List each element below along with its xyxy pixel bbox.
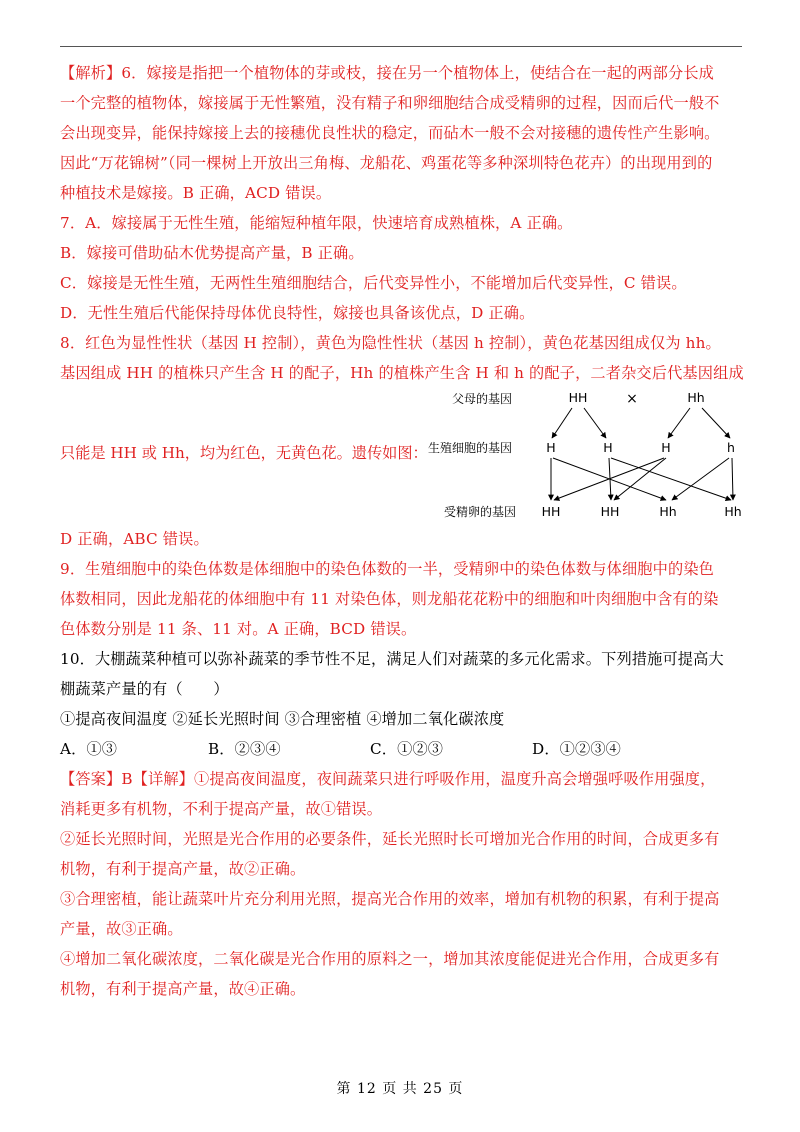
analysis-line: 9．生殖细胞中的染色体数是体细胞中的染色体数的一半，受精卵中的染色体数与体细胞中的染色: [60, 560, 714, 578]
offspring-genotype: HH: [541, 504, 561, 519]
question-stem-line: 棚蔬菜产量的有（ ）: [60, 680, 229, 698]
question-options: [60, 734, 746, 764]
answer-line: 产量，故③正确。: [60, 920, 183, 938]
analysis-line: 基因组成 HH 的植株只产生含 H 的配子，Hh 的植株产生含 H 和 h 的配子，二者杂交后代基因组成: [60, 364, 744, 382]
answer-line: 【答案】B【详解】①提高夜间温度，夜间蔬菜只进行呼吸作用，温度升高会增强呼吸作用强度，: [60, 770, 716, 788]
option-a: A．①③: [60, 740, 118, 758]
analysis-line: D 正确，ABC 错误。: [60, 530, 209, 548]
offspring-genotype: Hh: [724, 504, 742, 519]
analysis-line: C．嫁接是无性生殖，无两性生殖细胞结合，后代变异性小，不能增加后代变异性，C 错误。: [60, 274, 687, 292]
answer-line: 机物，有利于提高产量，故②正确。: [60, 860, 306, 878]
parent-genotype: HH: [568, 390, 588, 405]
gamete-offspring-arrows: [551, 458, 733, 500]
analysis-line: B．嫁接可借助砧木优势提高产量，B 正确。: [60, 244, 364, 262]
option-d: D．①②③④: [532, 740, 622, 758]
page-footer: 第 12 页 共 25 页: [336, 1081, 464, 1097]
parent-genotype: Hh: [687, 390, 705, 405]
inheritance-figure-row: [60, 388, 746, 524]
analysis-line: 【解析】6．嫁接是指把一个植物体的芽或枝，接在另一个植物体上，使结合在一起的两部分长成: [60, 64, 714, 82]
gamete-gene: H: [661, 440, 671, 455]
page-content: [60, 58, 746, 1004]
header-rule: [60, 46, 742, 47]
answer-line: 机物，有利于提高产量，故④正确。: [60, 980, 306, 998]
analysis-line: 8．红色为显性性状（基因 H 控制），黄色为隐性性状（基因 h 控制），黄色花基因组成仅为 hh。: [60, 334, 721, 352]
analysis-line: 7．A．嫁接属于无性生殖，能缩短种植年限，快速培育成熟植株，A 正确。: [60, 214, 573, 232]
analysis-line: 因此“万花锦树”（同一棵树上开放出三角梅、龙船花、鸡蛋花等多种深圳特色花卉）的出现用到的: [60, 154, 713, 172]
gamete-gene: H: [546, 440, 556, 455]
answer-line: ④增加二氧化碳浓度，二氧化碳是光合作用的原料之一，增加其浓度能促进光合作用，合成更多有: [60, 950, 720, 968]
figure-caption-text: 只能是 HH 或 Hh，均为红色，无黄色花。遗传如图：: [60, 444, 428, 462]
gamete-gene: h: [727, 440, 735, 455]
analysis-line: 种植技术是嫁接。B 正确，ACD 错误。: [60, 184, 332, 202]
answer-line: ②延长光照时间，光照是光合作用的必要条件，延长光照时长可增加光合作用的时间，合成更多有: [60, 830, 720, 848]
option-c: C．①②③: [370, 740, 444, 758]
analysis-line: 色体数分别是 11 条、11 对。A 正确，BCD 错误。: [60, 620, 417, 638]
cross-symbol: ×: [626, 391, 638, 407]
analysis-line: 一个完整的植物体，嫁接属于无性繁殖，没有精子和卵细胞结合成受精卵的过程，因而后代一般不: [60, 94, 720, 112]
offspring-genotype: HH: [600, 504, 620, 519]
question-measures: ①提高夜间温度 ②延长光照时间 ③合理密植 ④增加二氧化碳浓度: [60, 710, 505, 728]
row-label-zygotes: 受精卵的基因: [444, 505, 517, 519]
row-label-gametes: 生殖细胞的基因: [428, 441, 513, 455]
parent-gamete-arrows: [552, 408, 730, 438]
answer-line: ③合理密植，能让蔬菜叶片充分利用光照，提高光合作用的效率，增加有机物的积累，有利于提高: [60, 890, 720, 908]
question-stem-line: 10．大棚蔬菜种植可以弥补蔬菜的季节性不足，满足人们对蔬菜的多元化需求。下列措施可提高大: [60, 650, 724, 668]
analysis-line: 体数相同，因此龙船花的体细胞中有 11 对染色体，则龙船花花粉中的细胞和叶肉细胞中含有的染: [60, 590, 719, 608]
analysis-line: D．无性生殖后代能保持母体优良特性，嫁接也具备该优点，D 正确。: [60, 304, 535, 322]
inheritance-diagram: [428, 388, 748, 524]
offspring-genotype: Hh: [659, 504, 677, 519]
gamete-gene: H: [603, 440, 613, 455]
analysis-line: 会出现变异，能保持嫁接上去的接穗优良性状的稳定，而砧木一般不会对接穗的遗传性产生影响。: [60, 124, 720, 142]
answer-line: 消耗更多有机物，不利于提高产量，故①错误。: [60, 800, 383, 818]
row-label-parents: 父母的基因: [452, 392, 513, 406]
option-b: B．②③④: [208, 740, 281, 758]
